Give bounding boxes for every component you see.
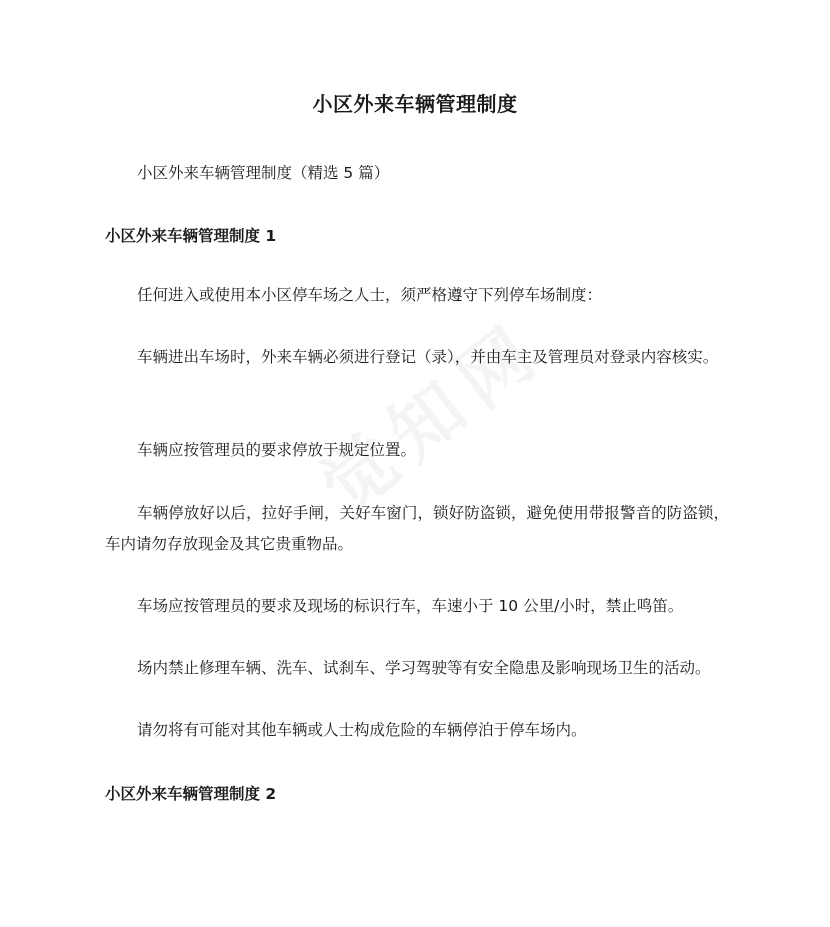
section-heading-1: 小区外来车辆管理制度 1	[105, 227, 277, 245]
paragraph: 场内禁止修理车辆、洗车、试刹车、学习驾驶等有安全隐患及影响现场卫生的活动。	[137, 659, 711, 677]
paragraph: 车场应按管理员的要求及现场的标识行车，车速小于 10 公里/小时，禁止鸣笛。	[137, 597, 684, 615]
paragraph: 车辆进出车场时，外来车辆必须进行登记（录），并由车主及管理员对登录内容核实。	[137, 348, 719, 366]
paragraph: 车辆应按管理员的要求停放于规定位置。	[137, 441, 417, 459]
section-heading-2: 小区外来车辆管理制度 2	[105, 785, 277, 803]
document-subtitle: 小区外来车辆管理制度（精选 5 篇）	[137, 164, 390, 182]
document-title: 小区外来车辆管理制度	[312, 92, 518, 116]
watermark	[295, 292, 562, 533]
paragraph: 任何进入或使用本小区停车场之人士，须严格遵守下列停车场制度：	[137, 286, 603, 304]
paragraph: 请勿将有可能对其他车辆或人士构成危险的车辆停泊于停车场内。	[137, 721, 587, 739]
paragraph: 车辆停放好以后，拉好手闸，关好车窗门，锁好防盗锁，避免使用带报警音的防盗锁，车内请勿存放现金及其它贵重物品。	[105, 504, 729, 553]
